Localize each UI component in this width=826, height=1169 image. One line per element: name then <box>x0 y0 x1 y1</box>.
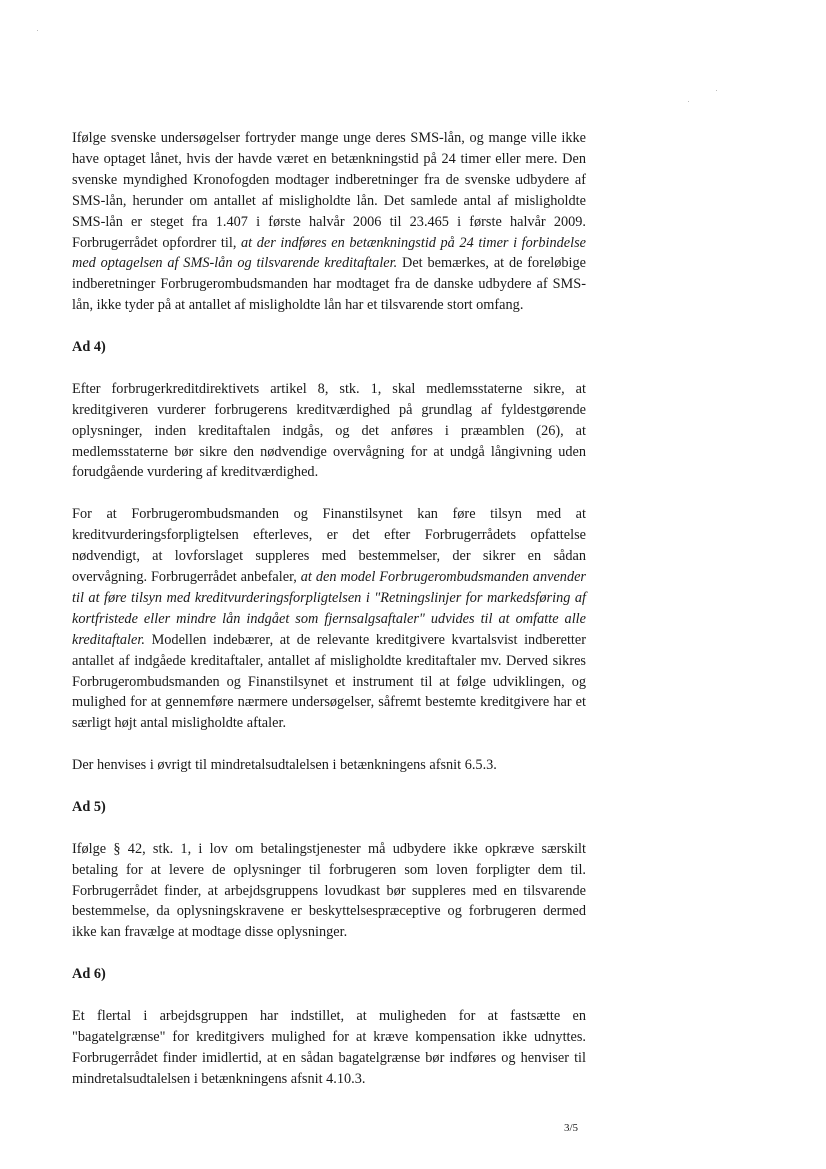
ad5-paragraph-1: Ifølge § 42, stk. 1, i lov om betalingstjenester må udbydere ikke opkræve særskilt betaling for at levere de oplysninger til forbrugeren som loven forpligter dem til. Forbrugerrådet finder, at arbejdsgruppens lovudkast bør suppleres med en tilsvarende bestemmelse, da oplysningskravene er beskyttelsespræceptive og forbrugeren dermed ikke kan fravælge at modtage disse oplysninger. <box>72 840 586 941</box>
ad4-paragraph-3: Der henvises i øvrigt til mindretalsudtalelsen i betænkningens afsnit 6.5.3. <box>72 757 497 774</box>
ad4-paragraph-2: For at Forbrugerombudsmanden og Finanstilsynet kan føre tilsyn med at kreditvurderingsforpligtelsen efterleves, er det efter Forbrugerrådets opfattelse nødvendigt, at lovforslaget suppleres med bestemmelser, der sikrer en sådan overvågning. Forbrugerrådet anbefaler, at den model Forbrugerombudsmanden anvender til at føre tilsyn med kreditvurderingsforpligtelsen i "Retningslinjer for markedsføring af kortfristede eller mindre lån indgået som fjernsalgsaftaler" udvides til at omfatte alle kreditaftaler. Modellen indebærer, at de relevante kreditgivere kvartalsvist indberetter antallet af indgåede kreditaftaler, antallet af misligholdte kreditaftaler mv. Derved sikres Forbrugerombudsmanden og Finanstilsynet et instrument til at følge udviklingen, og mulighed for at gennemføre nærmere undersøgelser, såfremt bestemte kreditgivere har et særligt højt antal misligholdte aftaler. <box>72 506 587 732</box>
section-heading-ad6: Ad 6) <box>72 966 106 983</box>
scan-speck <box>716 90 717 91</box>
page-number: 3/5 <box>564 1122 579 1134</box>
ad4-paragraph-1: Efter forbrugerkreditdirektivets artikel 8, stk. 1, skal medlemsstaterne sikre, at kreditgiveren vurderer forbrugerens kreditværdighed på grundlag af fyldestgørende oplysninger, inden kreditaftalen indgås, og det anføres i præamblen (26), at medlemsstaterne bør sikre den nødvendige overvågning for at undgå långivning uden forudgående vurdering af kreditværdighed. <box>72 380 586 481</box>
section-heading-ad5: Ad 5) <box>72 798 106 815</box>
scan-speck <box>688 101 689 102</box>
recommendation-emphasis: at der indføres en betænkningstid på 24 timer i forbindelse med optagelsen af SMS-lån og tilsvarende kreditaftaler. <box>72 234 586 272</box>
ad6-paragraph-1: Et flertal i arbejdsgruppen har indstillet, at muligheden for at fastsætte en "bagatelgrænse" for kreditgivers mulighed for at kræve kompensation ikke udnyttes. Forbrugerrådet finder imidlertid, at en sådan bagatelgrænse bør indføres og henviser til mindretalsudtalelsen i betænkningens afsnit 4.10.3. <box>72 1007 586 1087</box>
scan-speck <box>37 30 38 31</box>
section-heading-ad4: Ad 4) <box>72 339 106 356</box>
intro-paragraph: Ifølge svenske undersøgelser fortryder mange unge deres SMS-lån, og mange ville ikke have optaget lånet, hvis der havde været en betænkningstid på 24 timer eller mere. Den svenske myndighed Kronofogden modtager indberetninger fra de svenske udbydere af SMS-lån, herunder om antallet af misligholdte lån. Det samlede antal af misligholdte SMS-lån er steget fra 1.407 i første halvår 2006 til 23.465 i første halvår 2009. Forbrugerrådet opfordrer til, at der indføres en betænkningstid på 24 timer i forbindelse med optagelsen af SMS-lån og tilsvarende kreditaftaler. Det bemærkes, at de foreløbige indberetninger Forbrugerombudsmanden har modtaget fra de danske udbydere af SMS-lån, ikke tyder på at antallet af misligholdte lån har et tilsvarende stort omfang. <box>72 130 586 314</box>
recommendation-emphasis: at den model Forbrugerombudsmanden anvender til at føre tilsyn med kreditvurderingsforpligtelsen i "Retningslinjer for markedsføring af kortfristede eller mindre lån indgået som fjernsalgsaftaler" udvides til at omfatte alle kreditaftaler. <box>72 568 587 648</box>
document-body <box>72 128 586 1090</box>
